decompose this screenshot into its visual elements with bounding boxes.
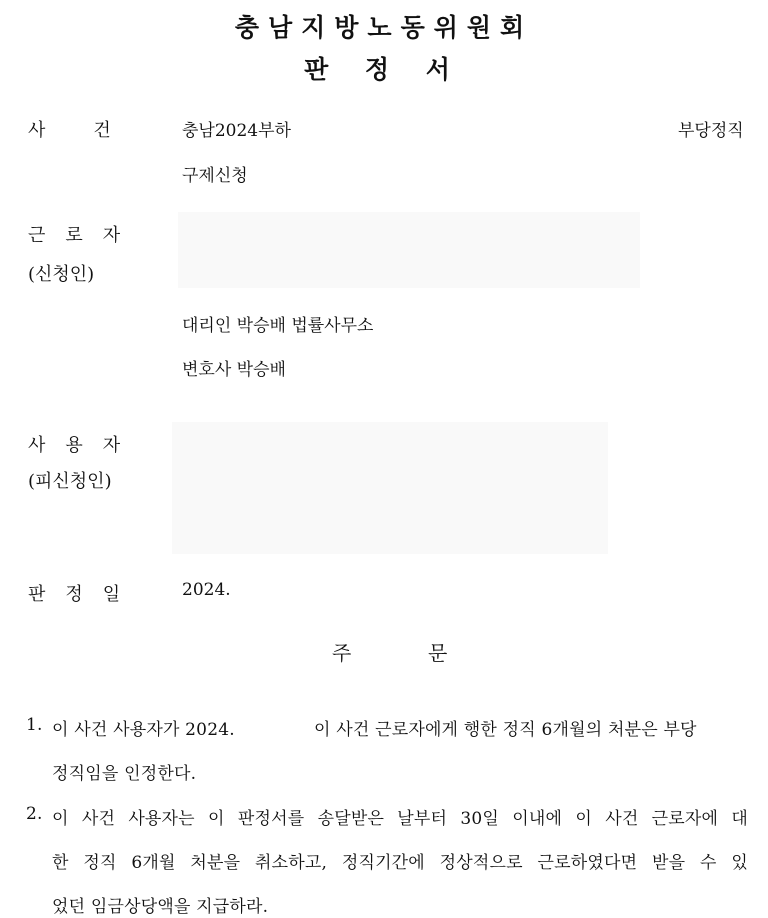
- order-item2-line3: 었던 임금상당액을 지급하라.: [52, 897, 269, 917]
- worker-sub-label: (신청인): [28, 264, 95, 285]
- case-number: 충남2024부하: [182, 121, 291, 141]
- worker-label: 근로자: [28, 225, 141, 246]
- order-item1-line2: 정직임을 인정한다.: [52, 764, 197, 784]
- order-item2-line1: 이 사건 사용자는 이 판정서를 송달받은 날부터 30일 이내에 이 사건 근로자에 대: [52, 809, 748, 829]
- employer-sub-label: (피신청인): [28, 471, 112, 492]
- order-item1-line1b: 이 사건 근로자에게 행한 정직 6개월의 처분은 부당: [314, 720, 697, 740]
- decision-date-value: 2024.: [182, 580, 231, 600]
- employer-label: 사용자: [28, 435, 141, 456]
- decision-date-label: 판정일: [28, 584, 141, 605]
- jumun-heading-right: 문: [428, 641, 448, 665]
- case-label: 사건: [28, 120, 159, 141]
- redacted-area: [172, 422, 608, 554]
- document-title: 판 정 서: [304, 55, 464, 84]
- order-item2-line2: 한 정직 6개월 처분을 취소하고, 정직기간에 정상적으로 근로하였다면 받을 수 있: [52, 853, 748, 873]
- worker-agent-line2: 변호사 박승배: [182, 360, 286, 380]
- organization-title: 충남지방노동위원회: [234, 13, 534, 42]
- case-type-right: 부당정직: [678, 121, 744, 141]
- order-item1-number: 1.: [26, 715, 43, 735]
- jumun-heading-left: 주: [332, 641, 352, 665]
- redacted-area: [178, 212, 640, 288]
- order-item1-line1a: 이 사건 사용자가 2024.: [52, 720, 235, 740]
- order-item2-number: 2.: [26, 804, 43, 824]
- case-type-continued: 구제신청: [182, 166, 248, 186]
- worker-agent-line1: 대리인 박승배 법률사무소: [182, 316, 374, 336]
